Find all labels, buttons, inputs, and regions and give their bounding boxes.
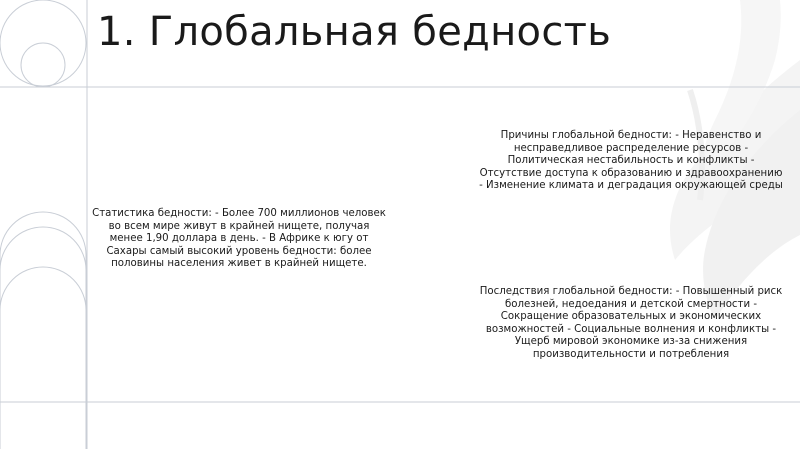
- causes-text: Причины глобальной бедности: - Неравенство и несправедливое распределение ресурсов - Политическая нестабильность и конфликты - Отсутствие доступа к образованию и здравоохранению - Изменение климата и деградация окружающей среды: [479, 130, 783, 192]
- statistics-text: Статистика бедности: - Более 700 миллионов человек во всем мире живут в крайней нищете, получая менее 1,90 доллара в день. - В Африке к югу от Сахары самый высокий уровень бедности: более половины населения живет в крайней нищете.: [92, 208, 386, 270]
- consequences-text: Последствия глобальной бедности: - Повышенный риск болезней, недоедания и детской смертности - Сокращение образовательных и экономических возможностей - Социальные волнения и конфликты - Ущерб мировой экономике из-за снижения производительности и потребления: [479, 286, 783, 360]
- slide-title: 1. Глобальная бедность: [97, 9, 612, 55]
